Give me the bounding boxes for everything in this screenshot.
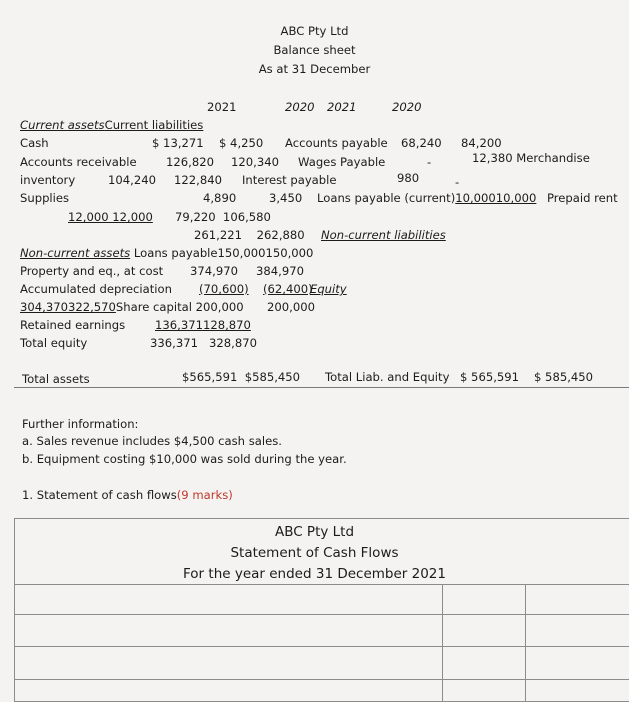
table-row-divider: [15, 614, 629, 615]
cf-company: ABC Pty Ltd: [274, 524, 355, 540]
company-name: ABC Pty Ltd: [280, 24, 349, 38]
tle-2021: $ 565,591: [460, 370, 520, 384]
year-2020-mid: 2020: [285, 100, 315, 114]
ar-2020: 120,340: [231, 155, 279, 169]
te-values: 336,371 328,870: [150, 336, 257, 350]
table-row-divider: [15, 646, 629, 647]
nca-share-row: [20, 300, 244, 315]
supplies-label: Supplies: [20, 191, 70, 205]
ta-label: Total assets: [22, 372, 90, 386]
divider-line: [14, 387, 629, 388]
supplies-2021: 4,890: [203, 191, 237, 205]
cash-label: Cash: [20, 136, 49, 150]
nca-total-values: 304,370322,570: [20, 300, 116, 314]
re-label: Retained earnings: [20, 318, 126, 332]
equity-heading: Equity: [310, 282, 347, 296]
table-col-divider: [442, 584, 443, 701]
cf-title: Statement of Cash Flows: [230, 545, 399, 561]
share-capital-2020: 200,000: [267, 300, 315, 314]
tle-label: Total Liab. and Equity: [325, 370, 450, 384]
ap-2021: 68,240: [401, 136, 442, 150]
document-title: Balance sheet: [273, 43, 356, 57]
table-col-divider: [525, 584, 526, 701]
supplies-2020: 3,450: [269, 191, 303, 205]
prepaid-values: 12,000 12,000: [68, 210, 153, 224]
wages-2020-merchandise: 12,380 Merchandise: [472, 151, 590, 165]
further-a: a. Sales revenue includes $4,500 cash sales.: [22, 434, 282, 448]
question-label: 1. Statement of cash flows: [22, 488, 177, 502]
ta-values: $565,591 $585,450: [182, 370, 301, 384]
ppe-label: Property and eq., at cost: [20, 264, 164, 278]
question-line: [22, 488, 233, 503]
ar-2021: 126,820: [166, 155, 214, 169]
cf-period: For the year ended 31 December 2021: [183, 566, 446, 582]
ppe-2020: 384,970: [256, 264, 304, 278]
nca-loans-row: [20, 246, 313, 261]
ppe-2021: 374,970: [190, 264, 238, 278]
re-values: 136,371128,870: [155, 318, 251, 332]
ap-2020: 84,200: [461, 136, 502, 150]
year-2021-left: 2021: [207, 100, 237, 114]
share-capital-label: Share capital: [115, 300, 192, 314]
loans-nc-text: Loans payable150,000150,000: [133, 246, 314, 260]
table-row-divider: [15, 584, 629, 585]
loans-current-label: Loans payable (current): [317, 191, 456, 205]
cash-2020: $ 4,250: [219, 136, 264, 150]
ar-label: Accounts receivable: [20, 155, 137, 169]
tle-2020: $ 585,450: [534, 370, 594, 384]
inventory-2021: 104,240: [108, 173, 156, 187]
accdep-2020: (62,400): [263, 282, 313, 296]
interest-2020: -: [455, 175, 460, 189]
te-label: Total equity: [20, 336, 88, 350]
year-2021-mid: 2021: [327, 100, 357, 114]
cash-2021: $ 13,271: [152, 136, 204, 150]
further-heading: Further information:: [22, 417, 139, 431]
interest-2021: 980: [397, 171, 420, 185]
accdep-2021: (70,600): [199, 282, 249, 296]
wages-label: Wages Payable: [298, 155, 386, 169]
table-row-divider: [15, 679, 629, 680]
current-assets-heading: Current assets: [20, 118, 105, 132]
question-marks: (9 marks): [176, 488, 233, 502]
date-line: As at 31 December: [258, 62, 371, 76]
inventory-label: inventory: [20, 173, 76, 187]
ncl-heading: Non-current liabilities: [321, 228, 446, 242]
section-headings: [20, 118, 203, 133]
current-liabilities-heading: Current liabilities: [104, 118, 204, 132]
loans-current-values: 10,00010,000: [455, 191, 537, 205]
share-capital-2021: 200,000: [195, 300, 244, 314]
year-2020-right: 2020: [392, 100, 422, 114]
interest-label: Interest payable: [242, 173, 337, 187]
ap-label: Accounts payable: [285, 136, 388, 150]
prepaid-label: Prepaid rent: [547, 191, 618, 205]
accdep-label: Accumulated depreciation: [20, 282, 172, 296]
further-b: b. Equipment costing $10,000 was sold during the year.: [22, 452, 347, 466]
wages-2021: -: [427, 155, 432, 169]
loans-current-row: [317, 191, 536, 206]
ca-total-values: 79,220 106,580: [175, 210, 271, 224]
inventory-2020: 122,840: [174, 173, 222, 187]
nca-heading: Non-current assets: [20, 246, 131, 260]
cl-total-values: 261,221 262,880: [194, 228, 305, 242]
